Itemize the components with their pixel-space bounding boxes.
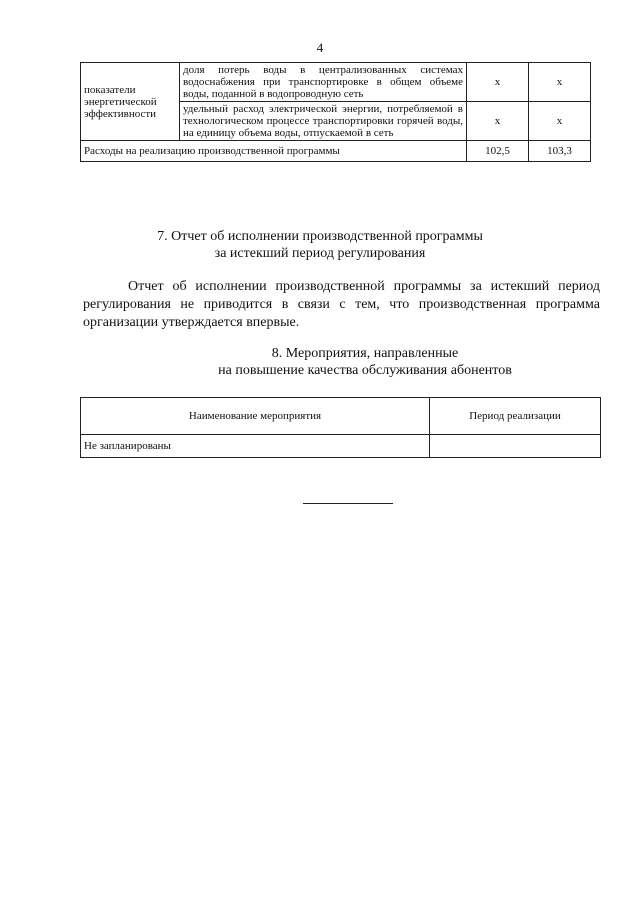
value-cell-1: x	[467, 102, 529, 141]
section-7-title-line-1: 7. Отчет об исполнении производственной программы	[157, 229, 483, 244]
table-row	[81, 435, 601, 458]
section-7-title-line-2: за истекший период регулирования	[214, 246, 426, 261]
value-cell-1: x	[467, 63, 529, 102]
section-7-heading	[0, 228, 640, 262]
total-value-1: 102,5	[467, 141, 529, 162]
section-7-paragraph: Отчет об исполнении производственной программы за истекший период регулирования не приводится в связи с тем, что производственная программа организации утверждается впервые.	[83, 279, 600, 330]
column-header-period: Период реализации	[430, 398, 601, 435]
end-divider-line	[303, 503, 393, 504]
activity-name-cell: Не запланированы	[81, 435, 430, 458]
table-header-row	[81, 398, 601, 435]
energy-efficiency-table	[80, 62, 591, 162]
total-label-cell: Расходы на реализацию производственной программы	[81, 141, 467, 162]
value-cell-2: x	[529, 102, 591, 141]
activity-period-cell	[430, 435, 601, 458]
section-8-title-line-2: на повышение качества обслуживания абонентов	[218, 363, 512, 378]
activities-table	[80, 397, 601, 458]
description-cell: удельный расход электрической энергии, потребляемой в технологическом процессе транспортировки горячей воды, на единицу объема воды, отпускаемой в сеть	[180, 102, 467, 141]
page-number: 4	[316, 40, 324, 55]
section-8-heading	[45, 345, 640, 379]
section-8-title-line-1: 8. Мероприятия, направленные	[271, 346, 459, 361]
value-cell-2: x	[529, 63, 591, 102]
column-header-name: Наименование мероприятия	[81, 398, 430, 435]
description-cell: доля потерь воды в централизованных системах водоснабжения при транспортировке в общем объеме воды, поданной в водопроводную сеть	[180, 63, 467, 102]
category-cell: показатели энергетической эффективности	[81, 63, 180, 141]
total-value-2: 103,3	[529, 141, 591, 162]
total-row	[81, 141, 591, 162]
table-row	[81, 63, 591, 102]
